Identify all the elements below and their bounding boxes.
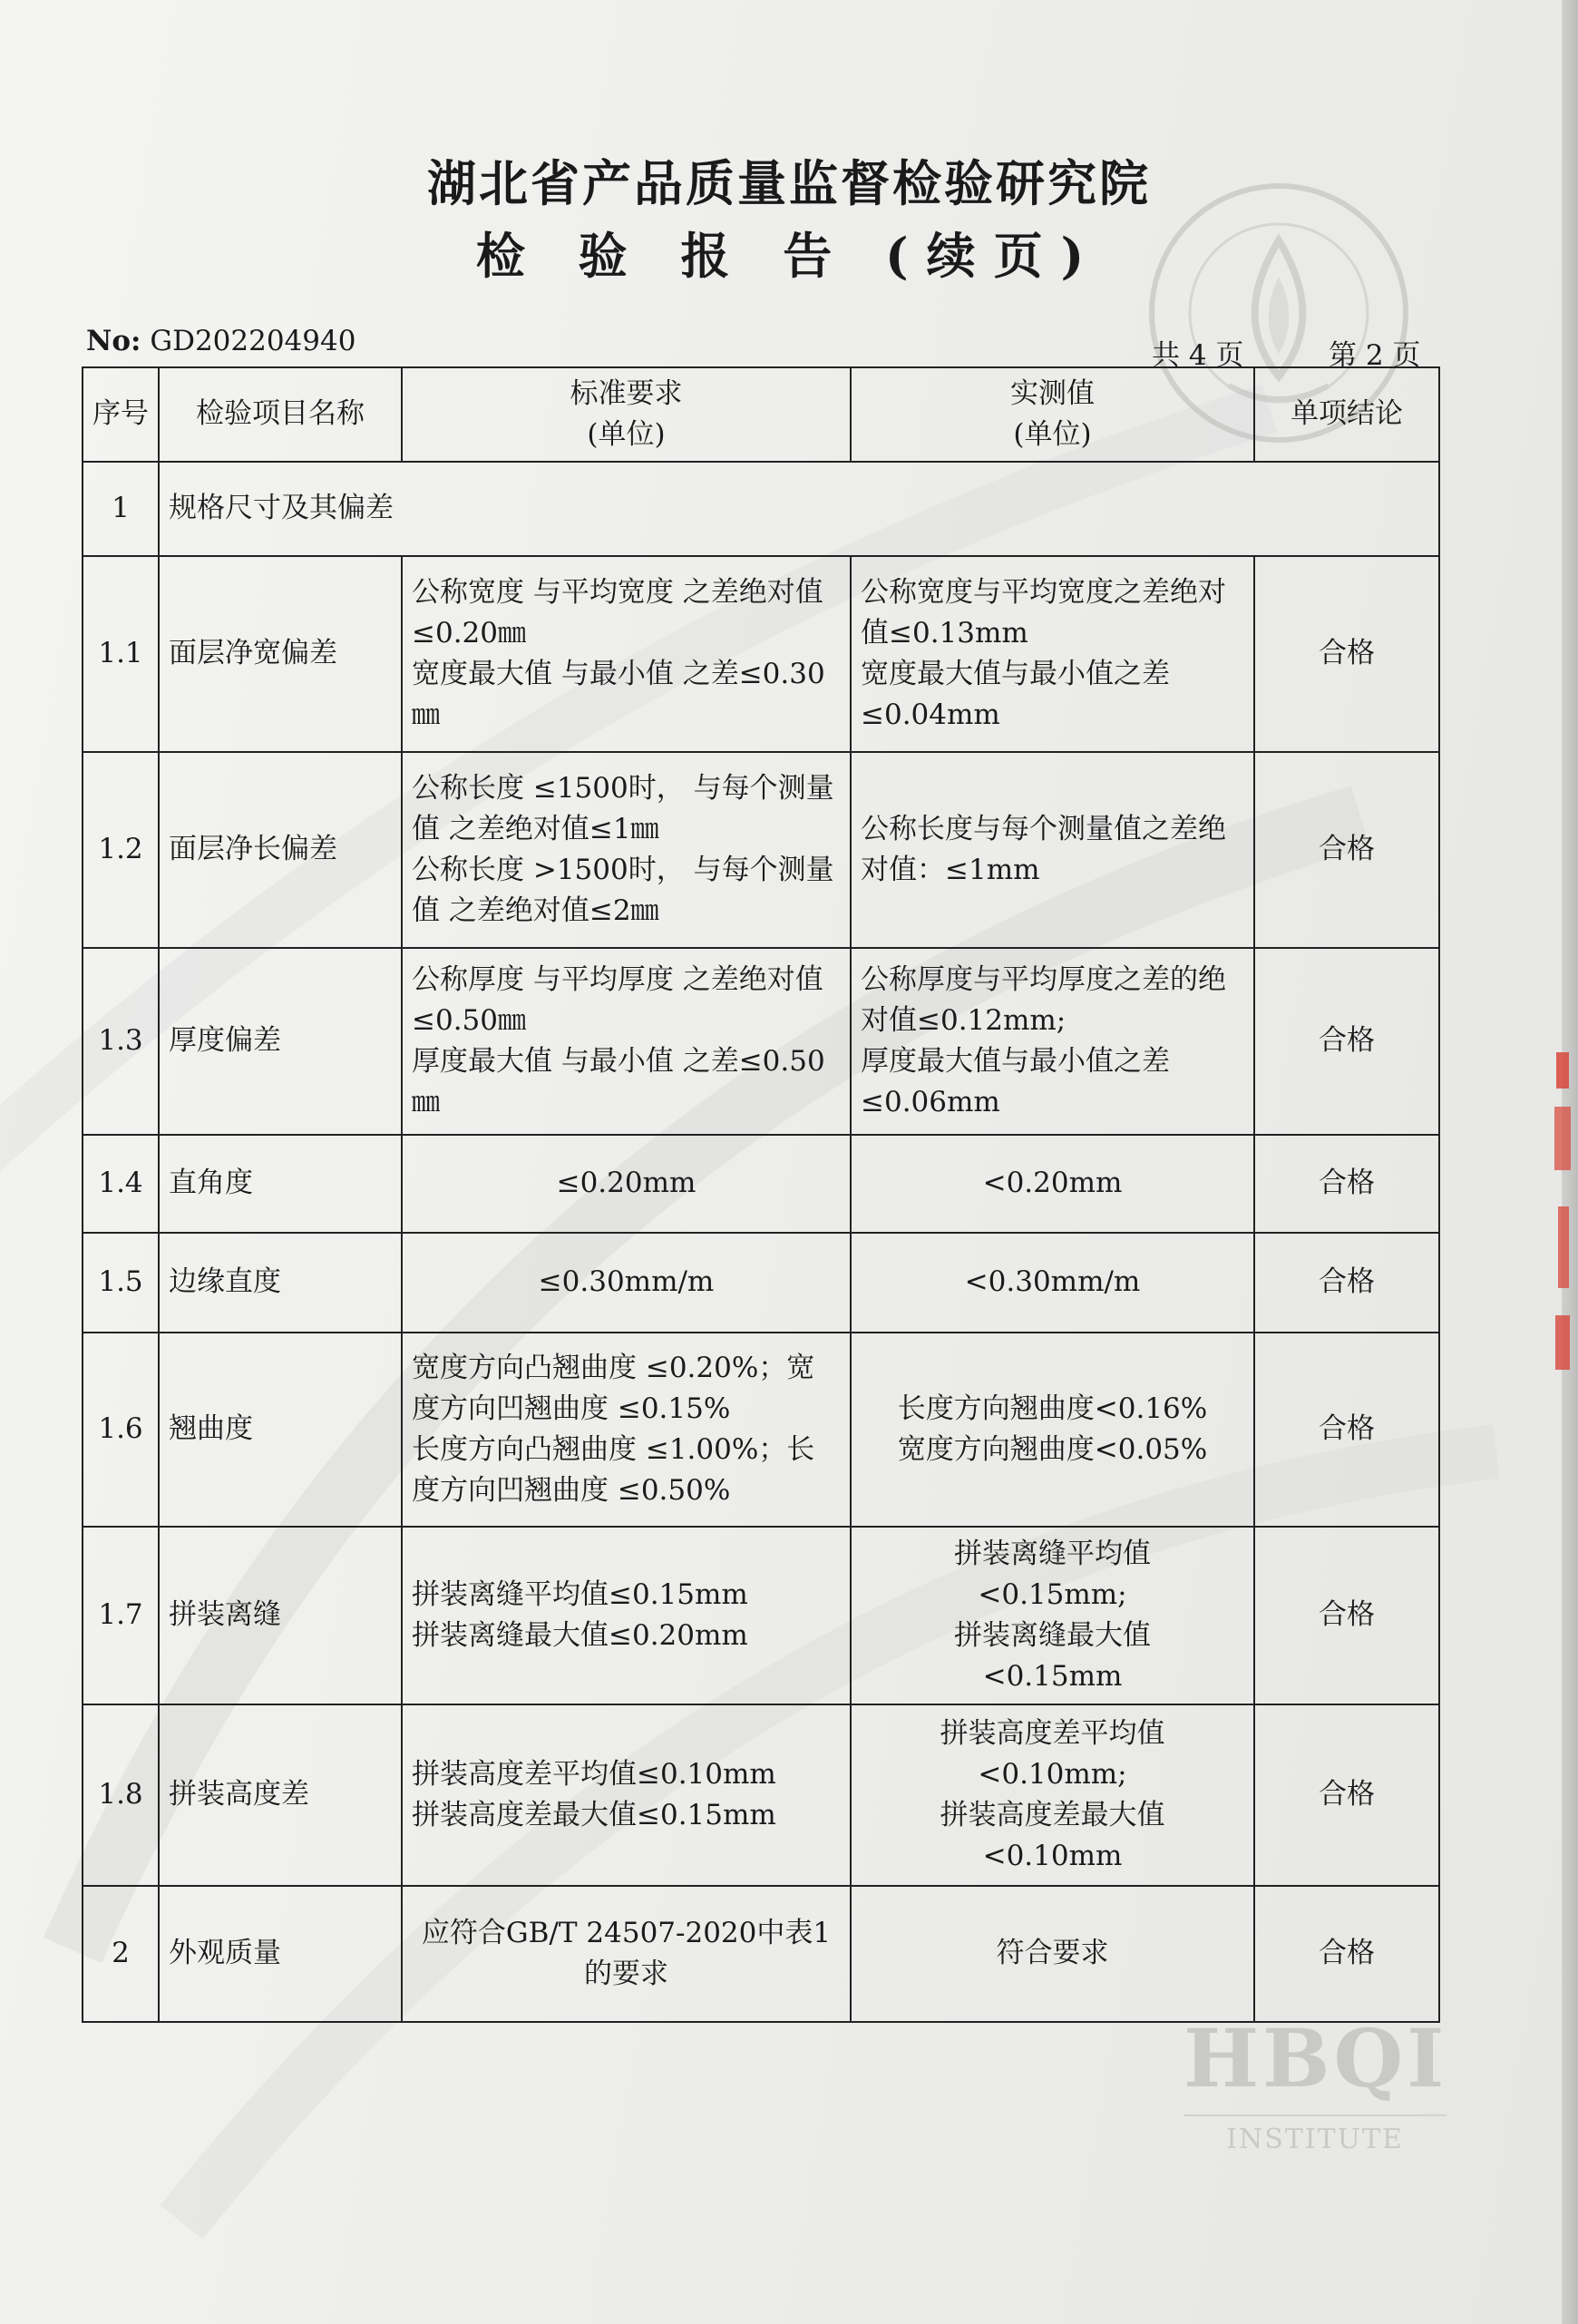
row-no: 1.6 [83, 1333, 159, 1527]
measured-line: 拼装离缝平均值 [954, 1538, 1151, 1570]
row-result: 合格 [1254, 1135, 1439, 1233]
standard-line: 厚度最大值 与最小值 之差≤0.50㎜ [412, 1044, 825, 1118]
measured-line: 宽度最大值与最小值之差≤0.04mm [861, 657, 1170, 731]
section-row [83, 462, 1439, 556]
measured-line: 符合要求 [996, 1937, 1109, 1970]
row-result: 合格 [1254, 556, 1439, 752]
standard-line: 公称长度 >1500时， 与每个测量值 之差绝对值≤2㎜ [412, 853, 834, 927]
row-item: 边缘直度 [159, 1233, 402, 1333]
table-row [83, 1527, 1439, 1704]
row-item: 拼装高度差 [159, 1704, 402, 1886]
report-number [86, 325, 356, 357]
row-no: 1.4 [83, 1135, 159, 1233]
row-no: 1.5 [83, 1233, 159, 1333]
report-number-label: No: [86, 325, 141, 357]
institute-name: 湖北省产品质量监督检验研究院 [427, 154, 1151, 212]
table-row [83, 1135, 1439, 1233]
row-no: 1.7 [83, 1527, 159, 1704]
measured-line: 长度方向翘曲度<0.16% [897, 1391, 1208, 1425]
row-result: 合格 [1254, 1886, 1439, 2022]
inspection-table [82, 366, 1440, 2023]
row-no: 2 [83, 1886, 159, 2022]
row-measured [851, 1135, 1254, 1233]
row-measured [851, 1333, 1254, 1527]
standard-line: 拼装高度差最大值≤0.15mm [412, 1798, 776, 1831]
header-standard [402, 367, 851, 462]
measured-line: <0.15mm [982, 1659, 1123, 1693]
standard-line: 长度方向凸翘曲度 ≤1.00%；长度方向凹翘曲度 ≤0.50% [412, 1432, 815, 1507]
row-measured [851, 1527, 1254, 1704]
standard-line: 拼装高度差平均值≤0.10mm [412, 1757, 776, 1791]
report-title: 检 验 报 告 (续页) [475, 227, 1103, 285]
row-no: 1.1 [83, 556, 159, 752]
header-measured-unit: (单位) [1013, 417, 1092, 451]
row-item: 翘曲度 [159, 1333, 402, 1527]
row-standard [402, 1135, 851, 1233]
row-measured [851, 1233, 1254, 1333]
table-row [83, 1704, 1439, 1886]
row-measured [851, 1704, 1254, 1886]
standard-line: 拼装离缝平均值≤0.15mm [412, 1577, 748, 1611]
table-row [83, 556, 1439, 752]
current-page: 第 2 页 [1329, 339, 1421, 372]
header-no: 序号 [83, 367, 159, 462]
row-item: 厚度偏差 [159, 948, 402, 1135]
standard-line: 拼装离缝最大值≤0.20mm [412, 1618, 748, 1652]
row-no: 1.2 [83, 752, 159, 948]
header-item: 检验项目名称 [159, 367, 402, 462]
table-row [83, 752, 1439, 948]
row-result: 合格 [1254, 1704, 1439, 1886]
standard-line: 应符合GB/T 24507-2020中表1的要求 [421, 1916, 832, 1990]
measured-line: <0.30mm/m [964, 1265, 1141, 1299]
hbqi-watermark [1184, 2011, 1448, 2155]
measured-line: <0.20mm [982, 1167, 1123, 1200]
row-measured [851, 556, 1254, 752]
hbqi-subtitle: INSTITUTE [1184, 2114, 1446, 2155]
measured-line: 拼装离缝最大值 [954, 1618, 1151, 1652]
measured-line: 公称长度与每个测量值之差绝对值：≤1mm [861, 812, 1226, 886]
measured-line: <0.10mm [982, 1839, 1123, 1872]
row-standard [402, 1527, 851, 1704]
row-standard [402, 1233, 851, 1333]
standard-line: ≤0.30mm/m [538, 1265, 715, 1299]
standard-line: 公称宽度 与平均宽度 之差绝对值≤0.20㎜ [412, 576, 823, 649]
row-result: 合格 [1254, 1527, 1439, 1704]
measured-line: 厚度最大值与最小值之差≤0.06mm [861, 1044, 1170, 1118]
standard-line: 宽度方向凸翘曲度 ≤0.20%；宽度方向凹翘曲度 ≤0.15% [412, 1352, 815, 1425]
row-item: 直角度 [159, 1135, 402, 1233]
standard-line: 公称长度 ≤1500时， 与每个测量值 之差绝对值≤1㎜ [412, 772, 834, 845]
hbqi-brand: HBQI [1184, 2011, 1448, 2105]
table-row [83, 1233, 1439, 1333]
measured-line: <0.15mm; [978, 1577, 1127, 1611]
row-standard [402, 1333, 851, 1527]
row-item: 外观质量 [159, 1886, 402, 2022]
total-pages: 共 4 页 [1152, 339, 1244, 372]
section-no: 1 [83, 462, 159, 556]
row-result: 合格 [1254, 752, 1439, 948]
row-item: 面层净宽偏差 [159, 556, 402, 752]
header-result: 单项结论 [1254, 367, 1439, 462]
table-header-row [83, 367, 1439, 462]
row-measured [851, 752, 1254, 948]
measured-line: 公称厚度与平均厚度之差的绝对值≤0.12mm; [861, 963, 1226, 1037]
row-standard [402, 752, 851, 948]
row-measured [851, 1886, 1254, 2022]
header-standard-unit: (单位) [587, 417, 666, 451]
measured-line: 拼装高度差平均值 [940, 1717, 1165, 1750]
row-result: 合格 [1254, 948, 1439, 1135]
row-result: 合格 [1254, 1333, 1439, 1527]
measured-line: 公称宽度与平均宽度之差绝对值≤0.13mm [861, 576, 1226, 649]
row-no: 1.8 [83, 1704, 159, 1886]
row-item: 拼装离缝 [159, 1527, 402, 1704]
row-no: 1.3 [83, 948, 159, 1135]
row-standard [402, 556, 851, 752]
measured-line: 宽度方向翘曲度<0.05% [897, 1432, 1208, 1466]
header-measured-label: 实测值 [1010, 377, 1095, 410]
table-body [83, 462, 1439, 2022]
table-row [83, 948, 1439, 1135]
measured-line: 拼装高度差最大值 [940, 1798, 1165, 1831]
standard-line: 宽度最大值 与最小值 之差≤0.30㎜ [412, 657, 825, 731]
standard-line: 公称厚度 与平均厚度 之差绝对值≤0.50㎜ [412, 963, 823, 1037]
standard-line: ≤0.20mm [556, 1167, 696, 1200]
row-standard [402, 1704, 851, 1886]
row-standard [402, 948, 851, 1135]
row-item: 面层净长偏差 [159, 752, 402, 948]
report-number-value: GD202204940 [150, 325, 356, 357]
red-stamp-fragment [1553, 1052, 1573, 1379]
header-measured [851, 367, 1254, 462]
row-result: 合格 [1254, 1233, 1439, 1333]
header-standard-label: 标准要求 [570, 377, 683, 410]
table-row [83, 1886, 1439, 2022]
row-standard [402, 1886, 851, 2022]
measured-line: <0.10mm; [978, 1757, 1127, 1791]
table-row [83, 1333, 1439, 1527]
section-title: 规格尺寸及其偏差 [159, 462, 1439, 556]
row-measured [851, 948, 1254, 1135]
